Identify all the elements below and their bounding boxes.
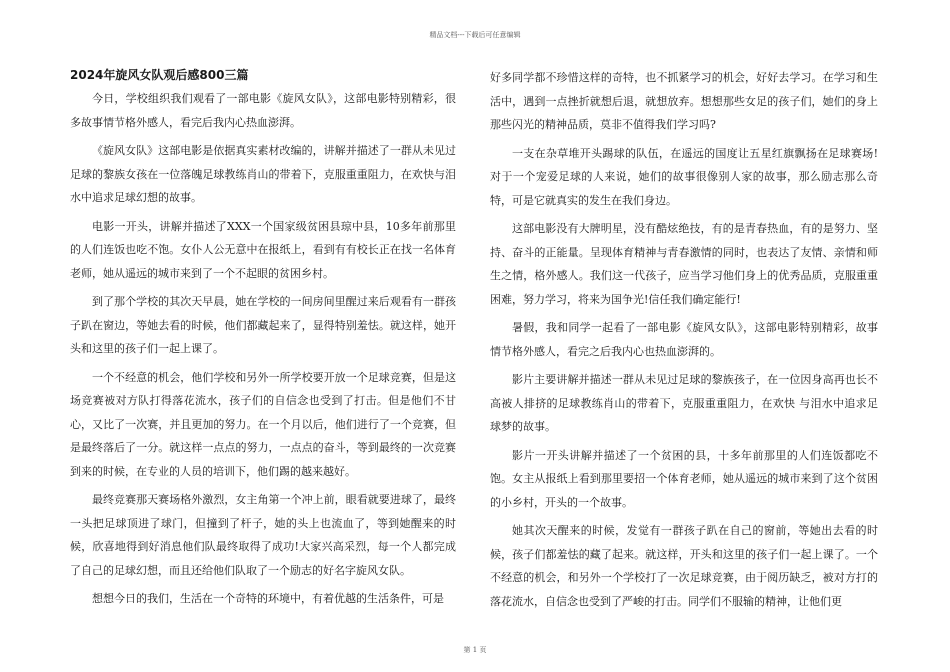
paragraph: 影片一开头讲解并描述了一个贫困的县，十多年前那里的人们连饭都吃不饱。女主从报纸上看到那里要招一个体育老师，她从遥远的城市来到了这个贫困的小乡村，开头的一个故事。 [490,448,878,509]
page-number: 第 1 页 [463,646,487,654]
document-title: 2024年旋风女队观后感800三篇 [70,68,249,82]
paragraph: 一支在杂草堆开头踢球的队伍，在遥远的国度让五星红旗飘扬在足球赛场!对于一个宠爱足球的人来说，她们的故事很像别人家的故事，那么励志那么奇特，可是它就真实的发生在我们身边。 [490,146,878,207]
paragraph: 到了那个学校的其次天早晨，她在学校的一间房间里醒过来后观看有一群孩子趴在窗边，等她去看的时候，他们都藏起来了，显得特别羞怯。就这样，她开头和这里的孩子们一起上课了。 [70,295,456,355]
paragraph: 电影一开头，讲解并描述了XXX一个国家级贫困县琼中县，10多年前那里的人们连饭也吃不饱。女仆人公无意中在报纸上，看到有有校长正在找一名体育老师，她从遥远的城市来到了一个不起眼的贫困乡村。 [70,219,456,280]
left-column [70,66,456,616]
paragraph: 暑假，我和同学一起看了一部电影《旋风女队》，这部电影特别精彩，故事情节格外感人，看完之后我内心也热血澎湃的。 [490,321,878,358]
paragraph: 想想今日的我们，生活在一个奇特的环境中，有着优越的生活条件，可是 [92,592,444,605]
paragraph: 她其次天醒来的时候，发觉有一群孩子趴在自己的窗前，等她出去看的时候，孩子们都羞怯的藏了起来。就这样，开头和这里的孩子们一起上课了。一个不经意的机会，和另外一个学校打了一次足球竞赛，由于阅历缺乏，被对方打的落花流水，自信念也受到了严峻的打击。同学们不服输的精神，让他们更 [490,524,878,608]
paragraph: 《旋风女队》这部电影是依据真实素材改编的，讲解并描述了一群从未见过足球的黎族女孩在一位落魄足球教练肖山的带着下，克服重重阻力，在欢快与泪水中追求足球幻想的故事。 [70,144,456,204]
right-column [490,66,878,618]
paragraph: 最终竞赛那天赛场格外激烈，女主角第一个冲上前，眼看就要进球了，最终一头把足球顶进了球门，但撞到了杆子，她的头上也流血了，等到她醒来的时候，欣喜地得到好消息他们队最终取得了成功!大家兴高采烈，每一个人都完成了自己的足球幻想，而且还给他们队取了一个励志的好名字旋风女队。 [70,493,456,577]
paragraph: 影片主要讲解并描述一群从未见过足球的黎族孩子，在一位因身高再也长不高被人排挤的足球教练肖山的带着下，克服重重阻力，在欢快 与泪水中追求足球梦的故事。 [490,373,878,433]
paragraph: 一个不经意的机会，他们学校和另外一所学校要开放一个足球竞赛，但是这场竞赛被对方队打得落花流水，孩子们的自信念也受到了打击。但是他们不甘心，又比了一次赛，并且更加的努力。在一个月以后，他们进行了一个竞赛，但是最终落后了一分。就这样一点点的努力，一点点的奋斗，等到最终的一次竞赛到来的时候，在专业的人员的培训下，他们踢的越来越好。 [70,370,456,478]
paragraph: 今日，学校组织我们观看了一部电影《旋风女队》，这部电影特别精彩，很多故事情节格外感人，看完后我内心热血澎湃。 [70,92,456,129]
paragraph-continued: 好多同学都不珍惜这样的奇特，也不抓紧学习的机会，好好去学习。在学习和生活中，遇到一点挫折就想后退，就想放弃。想想那些女足的孩子们，她们的身上那些闪光的精神品质，莫非不值得我们学习吗? [490,71,878,131]
paragraph: 这部电影没有大牌明星，没有酷炫绝技，有的是青春热血，有的是努力、坚持、奋斗的正能量。呈现体育精神与青春激情的同时，也表达了友情、亲情和师生之情，格外感人。我们这一代孩子，应当学习他们身上的优秀品质，克服重重困难，努力学习，将来为国争光!信任我们确定能行! [490,222,878,306]
page-header: 精品文档---下载后可任意编辑 [429,31,521,39]
